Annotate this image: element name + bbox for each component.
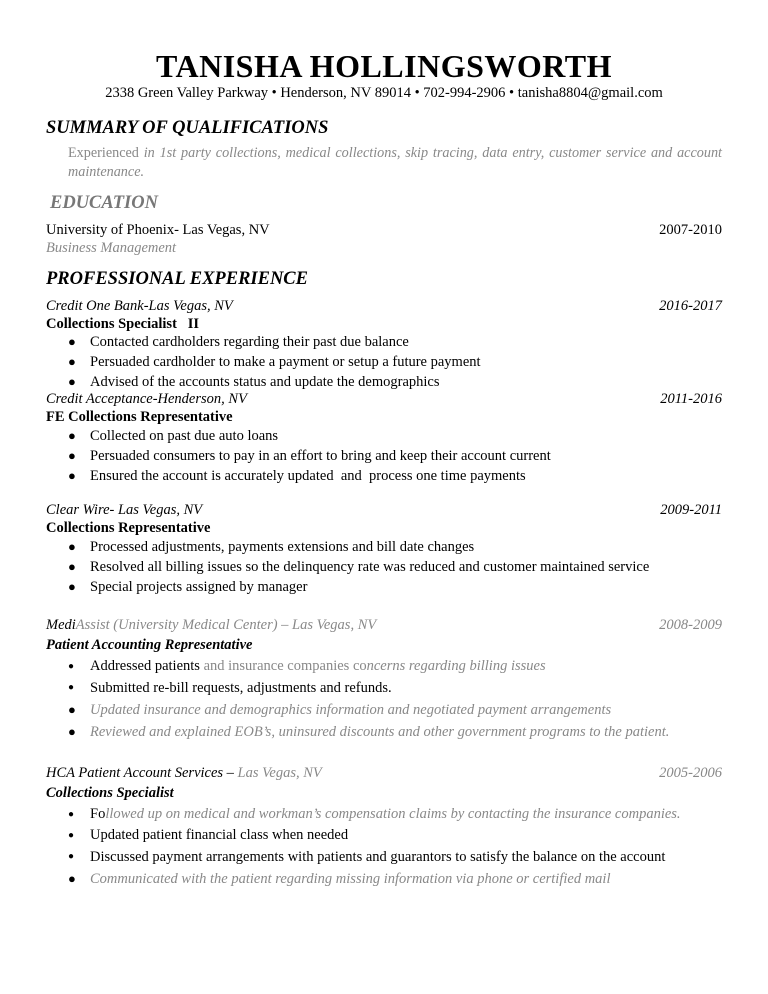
list-item: ● Submitted re-bill requests, adjustments and refunds. bbox=[46, 677, 736, 699]
job-company: Credit Acceptance-Henderson, NV bbox=[46, 391, 247, 407]
list-item: ● Followed up on medical and workman’s compensation claims by contacting the insurance companies. bbox=[46, 804, 736, 825]
bullet-icon: ● bbox=[68, 579, 76, 594]
education-heading: EDUCATION bbox=[50, 193, 158, 213]
list-item: ● Addressed patients and insurance companies concerns regarding billing issues bbox=[46, 656, 736, 677]
bullet-icon: ● bbox=[68, 448, 76, 463]
job-company: Clear Wire- Las Vegas, NV bbox=[46, 502, 203, 518]
education-row bbox=[46, 221, 722, 239]
bullet-icon: ● bbox=[68, 374, 76, 389]
job-bullets bbox=[46, 656, 736, 743]
job-role: FE Collections Representative bbox=[46, 409, 233, 425]
job-bullets bbox=[46, 804, 736, 890]
bullet-icon: ● bbox=[68, 851, 75, 862]
bullet-icon: ● bbox=[68, 724, 76, 739]
job-role: Collections Specialist bbox=[46, 785, 174, 801]
bullet-icon: ● bbox=[68, 871, 76, 886]
job-role: Collections Representative bbox=[46, 520, 211, 536]
job-header bbox=[46, 501, 722, 519]
list-item: ● Processed adjustments, payments extensions and bill date changes bbox=[68, 539, 475, 555]
job-header bbox=[46, 390, 722, 408]
summary-text-start: Experienced bbox=[68, 145, 139, 161]
job-company: Credit One Bank-Las Vegas, NV bbox=[46, 298, 233, 314]
summary-text-rest: in 1st party collections, medical collections, skip tracing, data entry, customer service and account maintenance. bbox=[68, 145, 722, 180]
job-bullets bbox=[46, 332, 736, 392]
education-degree: Business Management bbox=[46, 240, 177, 256]
list-item: ● Communicated with the patient regarding missing information via phone or certified mail bbox=[46, 868, 736, 890]
bullet-icon: ● bbox=[68, 468, 76, 483]
job-years: 2011-2016 bbox=[660, 391, 722, 407]
bullet-icon: ● bbox=[68, 661, 75, 672]
list-item: ● Contacted cardholders regarding their past due balance bbox=[68, 334, 409, 350]
list-item: ● Persuaded cardholder to make a payment or setup a future payment bbox=[68, 354, 481, 370]
candidate-name: TANISHA HOLLINGSWORTH bbox=[156, 48, 612, 84]
list-item: ● Updated patient financial class when needed bbox=[46, 825, 736, 846]
bullet-icon: ● bbox=[68, 354, 76, 369]
list-item: ● Ensured the account is accurately updated and process one time payments bbox=[68, 468, 526, 484]
bullet-icon: ● bbox=[68, 559, 76, 574]
job-years: 2009-2011 bbox=[660, 502, 722, 518]
job-header bbox=[46, 764, 722, 782]
education-school: University of Phoenix- Las Vegas, NV bbox=[46, 222, 270, 238]
list-item: ● Resolved all billing issues so the delinquency rate was reduced and customer maintained service bbox=[68, 559, 650, 575]
bullet-icon: ● bbox=[68, 702, 76, 717]
bullet-icon: ● bbox=[68, 334, 76, 349]
list-item: ● Persuaded consumers to pay in an effort to bring and keep their account current bbox=[68, 448, 551, 464]
bullet-icon: ● bbox=[68, 428, 76, 443]
job-bullets bbox=[46, 537, 736, 597]
job-role-row bbox=[46, 315, 722, 333]
job-years: 2005-2006 bbox=[659, 765, 722, 781]
summary-heading: SUMMARY OF QUALIFICATIONS bbox=[46, 118, 329, 138]
job-role: Patient Accounting Representative bbox=[46, 637, 253, 653]
job-role-row bbox=[46, 636, 722, 654]
summary-text bbox=[68, 144, 722, 182]
bullet-icon: ● bbox=[68, 830, 75, 841]
bullet-icon: ● bbox=[68, 682, 75, 693]
list-item: ● Special projects assigned by manager bbox=[68, 579, 308, 595]
experience-heading: PROFESSIONAL EXPERIENCE bbox=[46, 269, 308, 289]
education-degree-row bbox=[46, 239, 722, 257]
list-item: ● Collected on past due auto loans bbox=[68, 428, 279, 444]
job-role: Collections Specialist II bbox=[46, 316, 200, 332]
job-role-row bbox=[46, 408, 722, 426]
list-item: ● Updated insurance and demographics information and negotiated payment arrangements bbox=[46, 699, 736, 721]
job-years: 2008-2009 bbox=[659, 617, 722, 633]
job-years: 2016-2017 bbox=[659, 298, 722, 314]
education-years: 2007-2010 bbox=[659, 222, 722, 238]
job-role-row bbox=[46, 784, 722, 802]
job-bullets bbox=[46, 426, 736, 486]
list-item: ● Discussed payment arrangements with patients and guarantors to satisfy the balance on the account bbox=[46, 846, 736, 868]
job-company: MediAssist (University Medical Center) – Las Vegas, NV bbox=[46, 617, 377, 633]
job-company: HCA Patient Account Services – Las Vegas, NV bbox=[46, 765, 322, 781]
list-item: ● Advised of the accounts status and update the demographics bbox=[68, 374, 440, 390]
bullet-icon: ● bbox=[68, 809, 75, 820]
job-header bbox=[46, 297, 722, 315]
job-header bbox=[46, 616, 722, 634]
contact-line: 2338 Green Valley Parkway • Henderson, NV 89014 • 702-994-2906 • tanisha8804@gmail.com bbox=[105, 85, 663, 101]
job-role-row bbox=[46, 519, 722, 537]
bullet-icon: ● bbox=[68, 539, 76, 554]
list-item: ● Reviewed and explained EOB’s, uninsured discounts and other government programs to the patient. bbox=[46, 721, 736, 743]
